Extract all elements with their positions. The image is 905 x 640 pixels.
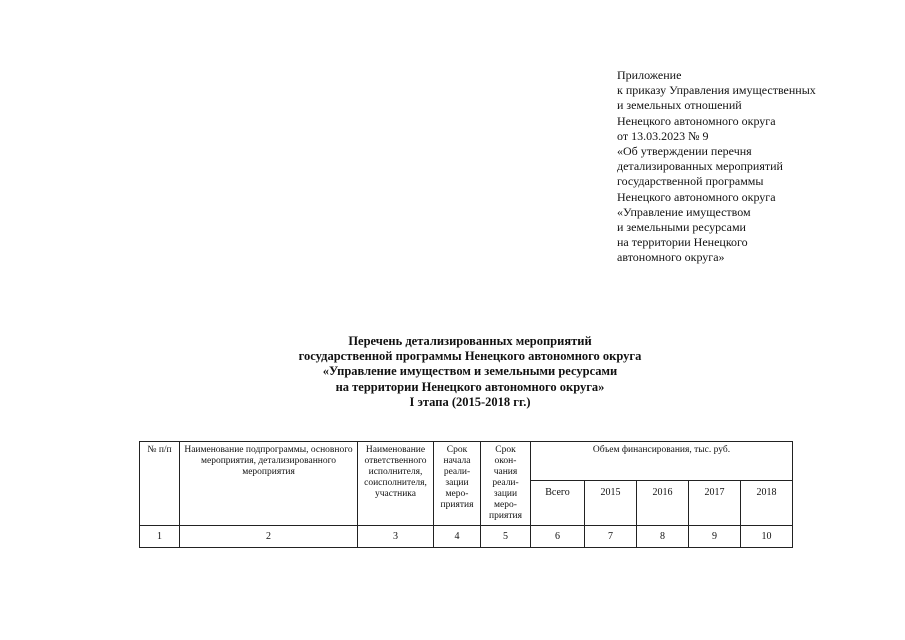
column-number: 6 xyxy=(531,526,585,548)
header-end-line: меро- xyxy=(494,500,517,510)
appendix-line: автономного округа» xyxy=(617,250,725,265)
column-number: 10 xyxy=(741,526,793,548)
appendix-line: и земельных отношений xyxy=(617,98,742,113)
column-number: 8 xyxy=(637,526,689,548)
header-executor-line: участника xyxy=(375,489,416,499)
title-line: государственной программы Ненецкого автономного округа xyxy=(298,349,642,364)
column-number: 3 xyxy=(358,526,434,548)
column-number: 7 xyxy=(585,526,637,548)
header-executor xyxy=(358,442,434,526)
header-start-line: реали- xyxy=(443,467,471,477)
appendix-line: государственной программы xyxy=(617,174,764,189)
header-executor-line: соисполнителя, xyxy=(364,478,427,488)
header-end xyxy=(481,442,531,526)
header-start xyxy=(434,442,481,526)
header-executor-line: ответственного xyxy=(364,456,427,466)
appendix-block xyxy=(617,68,897,266)
appendix-line: «Управление имуществом xyxy=(617,204,751,219)
activities-table xyxy=(139,441,793,548)
header-funding-2016: 2016 xyxy=(637,480,689,525)
document-title xyxy=(250,334,690,410)
appendix-line: от 13.03.2023 № 9 xyxy=(617,128,709,143)
appendix-line: детализированных мероприятий xyxy=(617,159,783,174)
appendix-line: Приложение xyxy=(617,68,682,82)
column-number: 1 xyxy=(140,526,180,548)
column-number: 9 xyxy=(689,526,741,548)
appendix-line: Ненецкого автономного округа xyxy=(617,113,776,128)
appendix-line: и земельными ресурсами xyxy=(617,220,746,235)
column-number: 4 xyxy=(434,526,481,548)
header-num: № п/п xyxy=(140,442,180,526)
header-end-line: зации xyxy=(493,489,518,499)
title-line: I этапа (2015-2018 гг.) xyxy=(409,394,531,409)
header-funding-2017: 2017 xyxy=(689,480,741,525)
header-end-line: окон- xyxy=(494,456,517,466)
header-end-line: Срок xyxy=(495,445,516,455)
header-executor-line: Наименование xyxy=(365,445,426,455)
column-number: 5 xyxy=(481,526,531,548)
header-start-line: начала xyxy=(443,456,471,466)
title-line: Перечень детализированных мероприятий xyxy=(348,334,592,348)
header-funding-2018: 2018 xyxy=(741,480,793,525)
title-line: «Управление имуществом и земельными ресурсами xyxy=(322,364,618,379)
header-end-line: приятия xyxy=(489,511,522,521)
title-line: на территории Ненецкого автономного округа» xyxy=(335,379,605,394)
column-number-row xyxy=(140,526,793,548)
appendix-line: Ненецкого автономного округа xyxy=(617,189,776,204)
header-funding-2015: 2015 xyxy=(585,480,637,525)
table-header-row xyxy=(140,442,793,481)
appendix-line: на территории Ненецкого xyxy=(617,235,748,250)
header-funding-total: Всего xyxy=(531,480,585,525)
header-name: Наименование подпрограммы, основного мероприятия, детализированного мероприятия xyxy=(180,442,358,526)
header-start-line: меро- xyxy=(445,489,469,499)
header-end-line: чания xyxy=(493,467,518,477)
appendix-line: к приказу Управления имущественных xyxy=(617,83,816,98)
header-start-line: приятия xyxy=(440,500,474,510)
appendix-line: «Об утверждении перечня xyxy=(617,144,752,159)
header-start-line: зации xyxy=(445,478,469,488)
header-funding: Объем финансирования, тыс. руб. xyxy=(531,442,793,481)
header-end-line: реали- xyxy=(492,478,519,488)
header-executor-line: исполнителя, xyxy=(368,467,423,477)
header-start-line: Срок xyxy=(446,445,468,455)
column-number: 2 xyxy=(180,526,358,548)
